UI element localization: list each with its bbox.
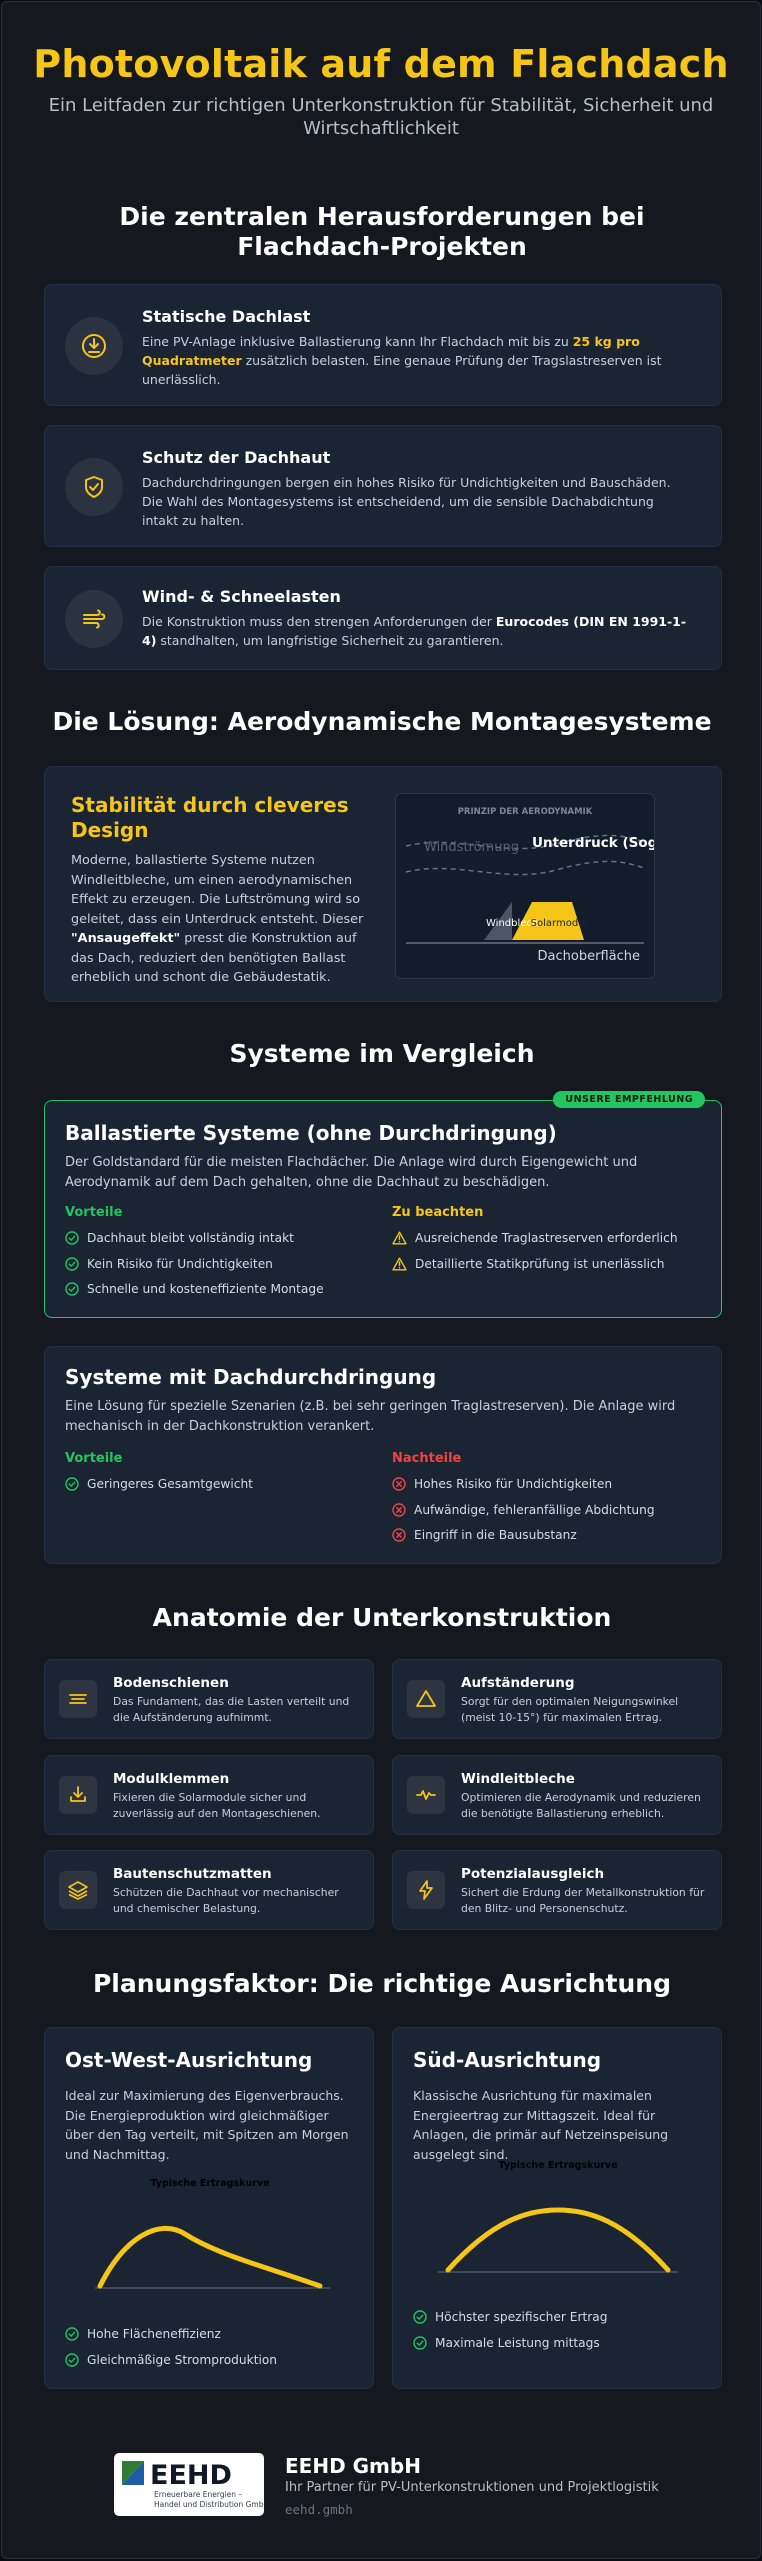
yield-curve-line (448, 2210, 668, 2270)
page-title: Photovoltaik auf dem Flachdach (33, 42, 729, 86)
benefits-list (413, 2309, 723, 2360)
east-west-card (44, 2027, 374, 2389)
component-card (392, 1755, 722, 1835)
challenge-title: Statische Dachlast (142, 307, 311, 326)
rails-icon (59, 1680, 97, 1718)
list-item-text: Eingriff in die Bausubstanz (414, 1528, 577, 1542)
logo-wordmark: EEHD (150, 2460, 232, 2491)
component-card (44, 1755, 374, 1835)
deflector-label: Windblech (486, 918, 539, 929)
aerodynamics-diagram-svg (396, 794, 654, 978)
triangle-icon (407, 1680, 445, 1718)
warning-icon (392, 1231, 407, 1245)
component-text: Schützen die Dachhaut vor mechanischer und chemischer Belastung. (113, 1886, 339, 1915)
east-west-yield-curve (45, 2176, 375, 2316)
orientation-card-title: Süd-Ausrichtung (413, 2048, 602, 2072)
check-circle-icon (413, 2336, 427, 2350)
challenges-title: Die zentralen Herausforderungen bei Flachdach-Projekten (119, 202, 645, 261)
challenge-text: Dachdurchdringungen bergen ein hohes Risiko für Undichtigkeiten und Bauschäden. Die Wahl des Montagesystems ist entscheidend, um die sensible Dachabdichtung intakt zu halten. (142, 475, 671, 528)
component-text: Fixieren die Solarmodule sicher und zuverlässig auf den Montageschienen. (113, 1791, 321, 1820)
suction-effect-term: "Ansaugeffekt" (71, 931, 181, 946)
company-name: EEHD GmbH (285, 2454, 421, 2478)
notes-heading: Zu beachten (392, 1205, 484, 1220)
check-circle-icon (65, 1477, 79, 1491)
system-text: Eine Lösung für spezielle Szenarien (z.B. bei sehr geringen Traglastreserven). Die Anlage wird mechanisch in der Dachkonstruktion verankert. (65, 1399, 676, 1434)
list-item-text: Hohes Risiko für Undichtigkeiten (414, 1477, 613, 1491)
solution-text (71, 851, 371, 988)
component-card (44, 1850, 374, 1930)
curve-label: Typische Ertragskurve (150, 2178, 270, 2189)
component-text: Optimieren die Aerodynamik und reduzieren die benötigte Ballastierung erheblich. (461, 1791, 701, 1820)
system-title: Systeme mit Dachdurchdringung (65, 1365, 437, 1389)
infographic-page (1, 1, 761, 2559)
challenge-text-part: Eine PV-Anlage inklusive Ballastierung kann Ihr Flachdach mit bis zu (142, 334, 573, 349)
roof-surface-label: Dachoberfläche (537, 949, 640, 964)
x-circle-icon (392, 1477, 406, 1491)
ballast-system-card (44, 1094, 722, 1318)
pros-heading: Vorteile (65, 1451, 123, 1466)
logo-subline: Handel und Distribution GmbH (154, 2500, 264, 2509)
check-circle-icon (65, 2353, 79, 2367)
x-circle-icon (392, 1503, 406, 1517)
logo-subline: Erneuerbare Energien – (154, 2490, 243, 2499)
pros-column (65, 1451, 375, 1502)
clamp-icon (59, 1776, 97, 1814)
challenge-text-part: standhalten, um langfristige Sicherheit zu garantieren. (156, 633, 504, 648)
curve-label: Typische Ertragskurve (498, 2160, 618, 2171)
component-card (392, 1659, 722, 1739)
list-item-text: Aufwändige, fehleranfällige Abdichtung (414, 1502, 655, 1517)
eehd-logo-mark (114, 2453, 264, 2516)
list-item (65, 2326, 375, 2342)
orientation-card-title: Ost-West-Ausrichtung (65, 2048, 313, 2072)
list-item-text: Hohe Flächeneffizienz (87, 2327, 221, 2341)
list-item (65, 1230, 375, 1246)
solution-card-title: Stabilität durch cleveres Design (71, 793, 349, 842)
challenge-card-wind (44, 566, 722, 670)
orientation-card-text: Klassische Ausrichtung für maximalen Energieertrag zur Mittagszeit. Ideal für Anlagen, die primär auf Netzeinspeisung ausgelegt sind. (413, 2088, 669, 2162)
notes-column (392, 1205, 702, 1281)
check-circle-icon (65, 1282, 79, 1296)
challenge-text (142, 332, 691, 389)
warning-icon (392, 1257, 407, 1271)
recommendation-badge: UNSERE EMPFEHLUNG (553, 1091, 705, 1108)
shield-check-icon (65, 458, 123, 516)
challenge-text-part: Die Konstruktion muss den strengen Anforderungen der (142, 614, 496, 629)
challenge-card-roof (44, 425, 722, 547)
component-text: Sichert die Erdung der Metallkonstruktion für den Blitz- und Personenschutz. (461, 1886, 705, 1915)
list-item-text: Ausreichende Traglastreserven erforderlich (415, 1231, 678, 1245)
south-card (392, 2027, 722, 2389)
aerodynamics-diagram (395, 793, 655, 979)
pros-heading: Vorteile (65, 1205, 123, 1220)
component-title: Windleitbleche (461, 1771, 575, 1787)
module-label: Solarmodul (530, 918, 588, 929)
check-circle-icon (65, 1231, 79, 1245)
check-circle-icon (413, 2310, 427, 2324)
list-item (65, 1476, 375, 1492)
cons-column (392, 1451, 702, 1553)
list-item-text: Höchster spezifischer Ertrag (435, 2310, 608, 2324)
challenge-text (142, 612, 691, 650)
challenge-text-part: zusätzlich belasten. Eine genaue Prüfung der Tragslastreserven ist unerlässlich. (142, 353, 662, 387)
list-item-text: Detaillierte Statikprüfung ist unerlässlich (415, 1256, 665, 1271)
list-item (392, 1256, 702, 1272)
component-card (392, 1850, 722, 1930)
list-item (392, 1527, 702, 1543)
company-logo (114, 2453, 264, 2516)
solution-text-part: presst die Konstruktion auf das Dach, reduziert den benötigten Ballast erheblich und schont die Gebäudestatik. (71, 931, 357, 985)
benefits-list (65, 2326, 375, 2377)
check-circle-icon (65, 1257, 79, 1271)
list-item (65, 1256, 375, 1272)
list-item (413, 2335, 723, 2351)
orientation-card-text: Ideal zur Maximierung des Eigenverbrauchs. Die Energieproduktion wird gleichmäßiger über den Tag verteilt, mit Spitzen am Morgen und Nachmittag. (65, 2088, 349, 2162)
solution-text-part: Moderne, ballastierte Systeme nutzen Windleitbleche, um einen aerodynamischen Effekt zu erzeugen. Die Luftströmung wird so geleitet, dass ein Unterdruck entsteht. Dieser (71, 853, 364, 927)
penetration-system-card (44, 1346, 722, 1564)
list-item (65, 2352, 375, 2368)
layers-icon (59, 1871, 97, 1909)
challenge-card-load (44, 284, 722, 406)
company-url[interactable]: eehd.gmbh (285, 2502, 353, 2517)
list-item-text: Geringeres Gesamtgewicht (87, 1477, 253, 1491)
list-item (392, 1230, 702, 1246)
eurocode-reference: Eurocodes (DIN EN 1991-1-4) (142, 614, 687, 648)
wind-flow-label: Windströmung (424, 840, 519, 855)
list-item (413, 2309, 723, 2325)
challenge-title: Wind- & Schneelasten (142, 587, 341, 606)
page-subtitle: Ein Leitfaden zur richtigen Unterkonstruktion für Stabilität, Sicherheit und Wirtschaftlichkeit (48, 95, 714, 139)
solution-card (44, 766, 722, 1002)
component-text: Das Fundament, das die Lasten verteilt und die Aufständerung aufnimmt. (113, 1695, 350, 1724)
wave-icon (407, 1776, 445, 1814)
check-circle-icon (65, 2327, 79, 2341)
list-item (65, 1281, 375, 1297)
weight-icon (65, 317, 123, 375)
component-title: Modulklemmen (113, 1771, 230, 1787)
comparison-title: Systeme im Vergleich (229, 1039, 535, 1068)
system-title: Ballastierte Systeme (ohne Durchdringung) (65, 1121, 557, 1145)
component-text: Sorgt für den optimalen Neigungswinkel (meist 10-15°) für maximalen Ertrag. (461, 1695, 679, 1724)
component-title: Bodenschienen (113, 1675, 229, 1691)
list-item-text: Gleichmäßige Stromproduktion (87, 2352, 278, 2367)
list-item (392, 1476, 702, 1492)
yield-curve-line (100, 2228, 320, 2286)
component-card (44, 1659, 374, 1739)
pros-column (65, 1205, 375, 1307)
component-title: Bautenschutzmatten (113, 1866, 272, 1882)
list-item-text: Kein Risiko für Undichtigkeiten (87, 1256, 273, 1271)
bolt-icon (407, 1871, 445, 1909)
company-tagline: Ihr Partner für PV-Unterkonstruktionen und Projektlogistik (285, 2480, 659, 2495)
list-item-text: Schnelle und kosteneffiziente Montage (87, 1282, 324, 1296)
list-item (392, 1502, 702, 1518)
airflow-line (406, 861, 644, 874)
wind-icon (65, 590, 123, 648)
south-yield-curve (393, 2158, 723, 2288)
cons-heading: Nachteile (392, 1451, 462, 1466)
list-item-text: Maximale Leistung mittags (435, 2335, 600, 2350)
weight-highlight: 25 kg pro Quadratmeter (142, 334, 640, 368)
anatomy-title: Anatomie der Unterkonstruktion (152, 1603, 612, 1632)
negative-pressure-label: Unterdruck (Sog) (532, 835, 654, 851)
challenge-title: Schutz der Dachhaut (142, 448, 331, 467)
page-header (2, 2, 760, 140)
x-circle-icon (392, 1528, 406, 1542)
list-item-text: Dachhaut bleibt vollständig intakt (87, 1231, 294, 1245)
component-title: Potenzialausgleich (461, 1866, 605, 1882)
system-text: Der Goldstandard für die meisten Flachdächer. Die Anlage wird durch Eigengewicht und Aerodynamik auf dem Dach gehalten, ohne die Dachhaut zu beschädigen. (65, 1155, 638, 1190)
orientation-title: Planungsfaktor: Die richtige Ausrichtung (92, 1969, 671, 1998)
solution-title: Die Lösung: Aerodynamische Montagesysteme (52, 707, 712, 736)
diagram-heading: PRINZIP DER AERODYNAMIK (457, 807, 593, 817)
component-title: Aufständerung (461, 1675, 575, 1691)
